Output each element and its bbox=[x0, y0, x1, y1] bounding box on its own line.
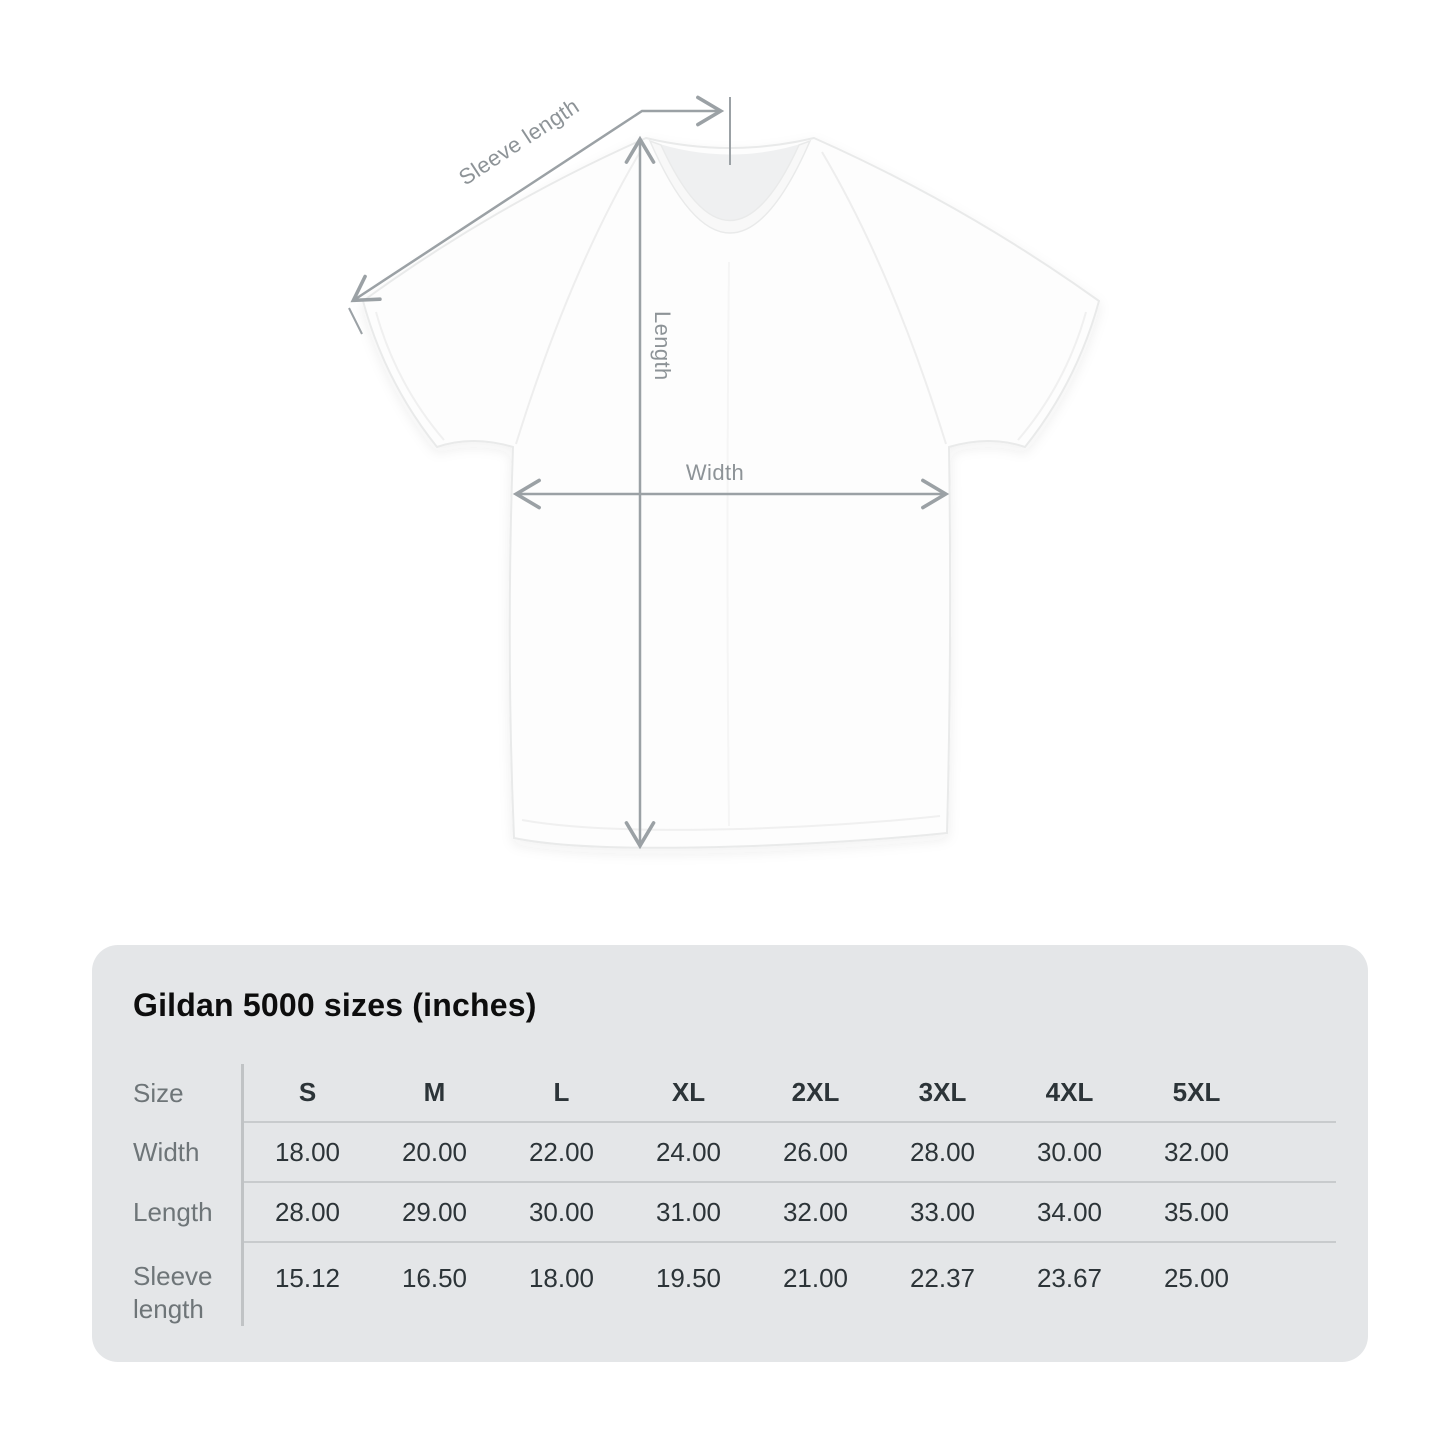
size-table-header-row bbox=[133, 1064, 1336, 1122]
size-table bbox=[133, 1064, 1336, 1326]
size-value-cell: 29.00 bbox=[371, 1182, 498, 1242]
size-value-cell: 30.00 bbox=[498, 1182, 625, 1242]
size-column-header: L bbox=[498, 1064, 625, 1122]
size-value-cell: 23.67 bbox=[1036, 1263, 1103, 1293]
size-column-header: 2XL bbox=[752, 1064, 879, 1122]
size-column-header: 5XL bbox=[1133, 1064, 1260, 1122]
size-value-cell: 28.00 bbox=[243, 1182, 372, 1242]
size-value-cell: 19.50 bbox=[655, 1263, 722, 1293]
size-value-cell: 32.00 bbox=[1133, 1122, 1260, 1182]
row-label-length: Length bbox=[133, 1196, 213, 1227]
size-value-cell: 22.00 bbox=[498, 1122, 625, 1182]
sleeve-length-row bbox=[133, 1242, 1336, 1326]
size-value-cell: 20.00 bbox=[371, 1122, 498, 1182]
size-table-corner-label: Size bbox=[133, 1077, 184, 1108]
table-spacer-cell bbox=[1260, 1064, 1336, 1122]
size-value-cell: 21.00 bbox=[782, 1263, 849, 1293]
size-value-cell: 24.00 bbox=[625, 1122, 752, 1182]
sleeve-length-label: Sleeve length bbox=[454, 93, 584, 191]
size-column-header: M bbox=[371, 1064, 498, 1122]
size-value-cell: 30.00 bbox=[1006, 1122, 1133, 1182]
size-value-cell: 16.50 bbox=[401, 1263, 468, 1293]
size-value-cell: 25.00 bbox=[1163, 1263, 1230, 1293]
size-chart-panel bbox=[92, 945, 1368, 1362]
width-row bbox=[133, 1122, 1336, 1182]
size-value-cell: 15.12 bbox=[243, 1242, 372, 1326]
size-value-cell: 26.00 bbox=[752, 1122, 879, 1182]
size-column-header: S bbox=[243, 1064, 372, 1122]
length-row bbox=[133, 1182, 1336, 1242]
table-spacer-cell bbox=[1260, 1242, 1336, 1326]
table-spacer-cell bbox=[1260, 1182, 1336, 1242]
size-chart-title: Gildan 5000 sizes (inches) bbox=[133, 987, 537, 1023]
size-column-header: 4XL bbox=[1006, 1064, 1133, 1122]
size-value-cell: 22.37 bbox=[909, 1263, 976, 1293]
size-column-header: XL bbox=[625, 1064, 752, 1122]
size-value-cell: 18.00 bbox=[528, 1263, 595, 1293]
size-value-cell: 32.00 bbox=[752, 1182, 879, 1242]
row-label-sleeve-length: Sleeve length bbox=[133, 1261, 213, 1324]
table-spacer-cell bbox=[1260, 1122, 1336, 1182]
width-label: Width bbox=[685, 460, 745, 485]
size-value-cell: 31.00 bbox=[625, 1182, 752, 1242]
size-value-cell: 28.00 bbox=[879, 1122, 1006, 1182]
sleeve-end-tick bbox=[349, 308, 362, 334]
size-value-cell: 18.00 bbox=[243, 1122, 372, 1182]
size-value-cell: 35.00 bbox=[1133, 1182, 1260, 1242]
length-label: Length bbox=[650, 311, 675, 381]
size-value-cell: 34.00 bbox=[1006, 1182, 1133, 1242]
row-label-width: Width bbox=[133, 1136, 200, 1167]
size-value-cell: 33.00 bbox=[879, 1182, 1006, 1242]
size-column-header: 3XL bbox=[879, 1064, 1006, 1122]
